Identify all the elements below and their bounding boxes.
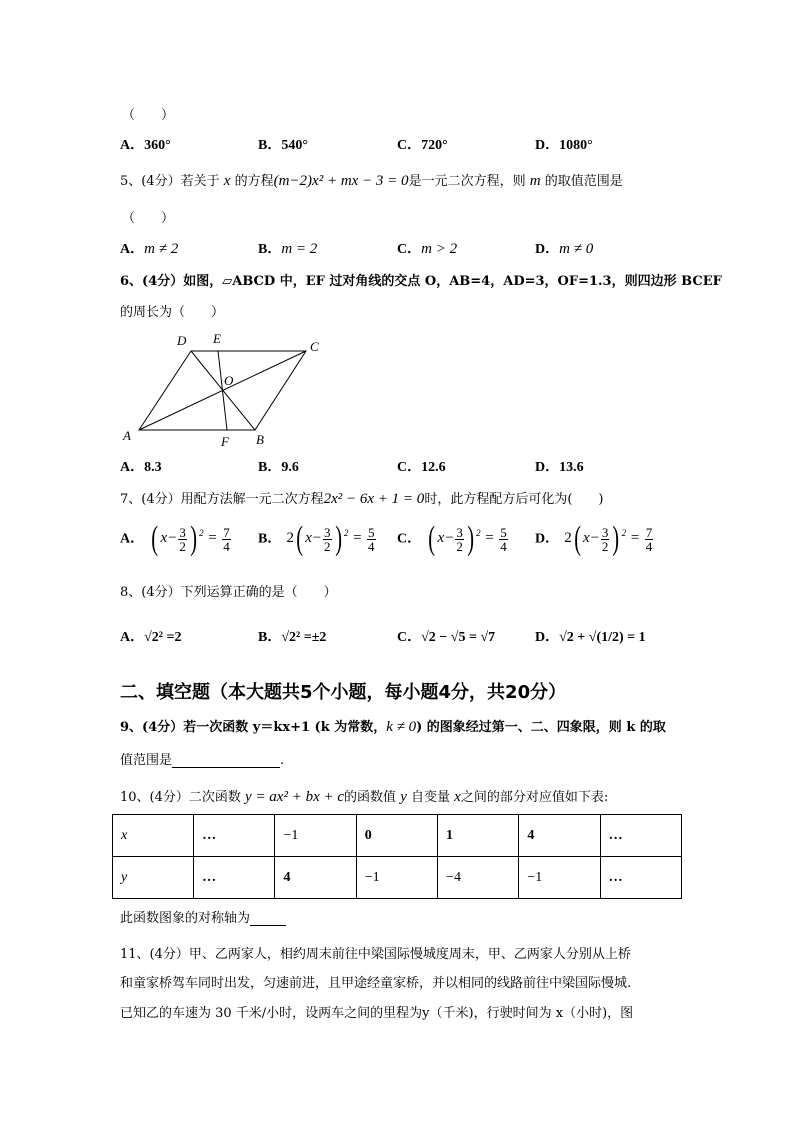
q11-line2: 和童家桥驾车同时出发，匀速前进，且甲途经童家桥，并以相同的线路前往中梁国际慢城. (120, 976, 632, 991)
option-label: D． (535, 531, 560, 547)
coef: 2 (286, 530, 294, 547)
label-o: O (224, 373, 234, 388)
option-expression: ( x− $\frac{3}{2}$ ) $^2$ = $\frac{7}{4}$ (151, 520, 230, 557)
label-b: B (256, 432, 264, 447)
q10-after-text: 此函数图象的对称轴为 (120, 911, 251, 926)
q5-suffix: 的取值范围是 (544, 174, 623, 189)
fraction: $\frac{7}{4}$ (645, 524, 653, 554)
q9-line1-b: ) 的图象经过第一、二、四象限，则 k 的取 (416, 720, 666, 735)
table-cell: … (600, 815, 681, 857)
table-row (113, 815, 682, 857)
coef: 2 (564, 530, 572, 547)
q8-option-a[interactable] (120, 626, 181, 646)
values-table (112, 814, 682, 899)
q9-question-line1 (120, 716, 666, 736)
q5-question (120, 170, 623, 190)
option-expression: ( x− $\frac{3}{2}$ ) $^2$ = $\frac{5}{4}$ (428, 520, 507, 557)
q10-prefix: 10、(4分）二次函数 (120, 790, 241, 805)
q4-paren: （ ） (122, 108, 175, 123)
table-cell: y (113, 857, 194, 899)
q8-question: 8、(4分）下列运算正确的是（ ） (120, 585, 337, 600)
q5-var-x: x (223, 173, 231, 189)
q4-option-b[interactable] (258, 134, 308, 154)
q5-option-c[interactable] (397, 238, 457, 258)
fraction: $\frac{5}{4}$ (368, 524, 375, 554)
label-e: E (213, 331, 221, 346)
q5-mid2: 是一元二次方程，则 (408, 174, 526, 189)
option-label: B． (258, 138, 282, 153)
q5-prefix: 5、(4分）若关于 (120, 174, 220, 189)
option-value: 12.6 (421, 460, 446, 475)
label-f: F (221, 434, 229, 449)
q9-line2: 值范围是 (120, 753, 173, 768)
option-label: C． (397, 138, 422, 153)
table-cell: x (113, 815, 194, 857)
option-expression: 2( x− $\frac{3}{2}$ ) $^2$ = $\frac{5}{4}$ (286, 520, 375, 557)
option-label: A． (120, 460, 145, 475)
q7-prefix: 7、(4分）用配方法解一元二次方程 (120, 492, 324, 507)
table-cell: 4 (519, 815, 600, 857)
q6-option-d[interactable] (535, 456, 584, 476)
q10-var-y: y (400, 789, 407, 805)
table-cell: … (600, 857, 681, 899)
section-heading: 二、填空题（本大题共5个小题，每小题4分，共20分） (120, 682, 567, 703)
q7-equation: 2x² − 6x + 1 = 0 (323, 491, 425, 507)
q4-option-a[interactable] (120, 134, 171, 154)
q7-option-c[interactable] (397, 520, 509, 558)
option-value: 540° (281, 138, 308, 153)
fraction: $\frac{3}{2}$ (324, 524, 331, 554)
q6-option-a[interactable] (120, 456, 162, 476)
fraction: $\frac{3}{2}$ (456, 524, 463, 554)
option-value: 1080° (559, 138, 593, 153)
q9-question-line2 (120, 749, 284, 768)
option-expression: 2( x− $\frac{3}{2}$ ) $^2$ = $\frac{7}{4}$ (564, 520, 653, 557)
segment-ef (218, 351, 227, 430)
table-cell: −1 (519, 857, 600, 899)
q5-mid1: 的方程 (234, 174, 274, 189)
option-label: A． (120, 531, 145, 547)
q6-option-b[interactable] (258, 456, 299, 476)
q8-option-b[interactable] (258, 626, 326, 646)
q10-question (120, 786, 608, 806)
option-label: C． (397, 460, 422, 475)
q10-mid2: 自变量 (411, 790, 451, 805)
label-d: D (177, 333, 187, 348)
fraction: $\frac{5}{4}$ (500, 524, 507, 554)
option-label: C． (397, 630, 422, 645)
option-label: A． (120, 630, 145, 645)
option-label: B． (258, 242, 282, 257)
option-value: √2² =±2 (281, 630, 327, 645)
q6-question-line2: 的周长为（ ） (120, 305, 225, 320)
option-value: m = 2 (281, 241, 318, 257)
q10-after (120, 907, 286, 926)
q7-question (120, 488, 603, 508)
q7-suffix: 时，此方程配方后可化为( ) (424, 492, 604, 507)
option-label: B． (258, 531, 282, 547)
q10-var-x: x (454, 789, 461, 805)
q8-option-d[interactable] (535, 626, 646, 646)
option-value: 360° (144, 138, 171, 153)
table-cell: … (194, 815, 275, 857)
table-cell: 0 (356, 815, 437, 857)
option-label: D． (535, 630, 560, 645)
option-value: m ≠ 2 (144, 241, 179, 257)
table-cell: 1 (438, 815, 519, 857)
fraction: $\frac{3}{2}$ (179, 524, 186, 554)
option-label: C． (397, 242, 422, 257)
q11-line3: 已知乙的车速为 30 千米/小时，设两车之间的里程为y（千米)，行驶时间为 x（小时)，图 (120, 1006, 634, 1021)
table-row (113, 857, 682, 899)
label-a: A (123, 428, 131, 443)
q11-line1: 11、(4分）甲、乙两家人，相约周末前往中梁国际慢城度周末，甲、乙两家人分别从上桥 (120, 947, 631, 962)
option-label: B． (258, 460, 282, 475)
option-value: √2 + √(1/2) = 1 (559, 630, 646, 645)
q5-paren: （ ） (122, 211, 175, 226)
table-cell: −4 (438, 857, 519, 899)
option-label: D． (535, 138, 560, 153)
q5-equation: (m−2)x² + mx − 3 = 0 (273, 173, 409, 189)
q5-option-b[interactable] (258, 238, 317, 258)
option-label: A． (120, 242, 145, 257)
option-label: D． (535, 242, 560, 257)
option-value: √2 − √5 = √7 (421, 630, 496, 645)
q10-answer-blank[interactable] (250, 911, 286, 926)
table-cell: … (194, 857, 275, 899)
fraction: $\frac{3}{2}$ (601, 524, 609, 554)
label-c: C (310, 339, 319, 354)
q7-option-a[interactable] (120, 520, 232, 558)
q9-end: . (280, 753, 285, 768)
q6-option-c[interactable] (397, 456, 446, 476)
q5-option-d[interactable] (535, 238, 593, 258)
option-value: √2² =2 (144, 630, 182, 645)
option-label: B． (258, 630, 282, 645)
q10-mid: 的函数值 (344, 790, 397, 805)
option-value: m ≠ 0 (559, 241, 594, 257)
option-value: m > 2 (421, 241, 458, 257)
option-label: D． (535, 460, 560, 475)
q5-var-m: m (529, 173, 541, 189)
q5-option-a[interactable] (120, 238, 178, 258)
q4-option-d[interactable] (535, 134, 593, 154)
option-value: 8.3 (144, 460, 162, 475)
option-label: A． (120, 138, 145, 153)
option-value: 9.6 (281, 460, 299, 475)
q10-suffix: 之间的部分对应值如下表: (460, 790, 609, 805)
option-label: C． (397, 531, 422, 547)
q10-equation: y = ax² + bx + c (245, 789, 345, 805)
option-value: 13.6 (559, 460, 584, 475)
q8-option-c[interactable] (397, 626, 495, 646)
q9-line1-a: 9、(4分）若一次函数 y＝kx+1 (k 为常数， (120, 720, 387, 735)
table-cell: −1 (275, 815, 356, 857)
table-cell: 4 (275, 857, 356, 899)
option-value: 720° (421, 138, 448, 153)
q7-option-b[interactable] (258, 520, 377, 558)
q9-condition: k ≠ 0 (386, 719, 417, 735)
fraction: $\frac{7}{4}$ (223, 524, 230, 554)
parallelogram-figure (118, 330, 338, 450)
q7-option-d[interactable] (535, 520, 654, 558)
q6-question-line1: 6、(4分）如图，▱ABCD 中，EF 过对角线的交点 O，AB=4，AD=3，OF=1.3，则四边形 BCEF (120, 274, 722, 289)
table-cell: −1 (356, 857, 437, 899)
q4-option-c[interactable] (397, 134, 448, 154)
q9-answer-blank[interactable] (172, 753, 280, 768)
